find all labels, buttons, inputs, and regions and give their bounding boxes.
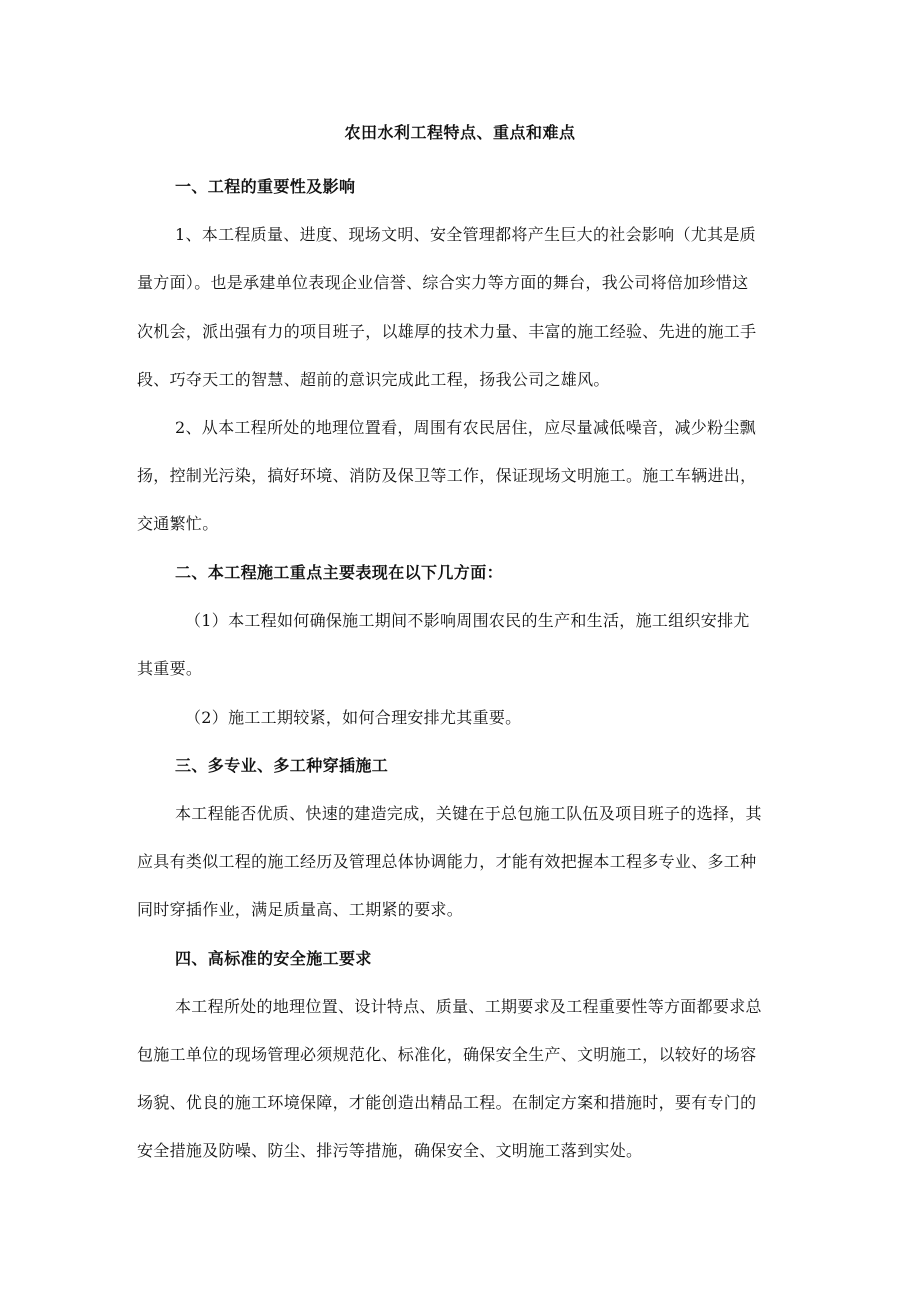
section-2-heading: 二、本工程施工重点主要表现在以下几方面： (175, 563, 504, 582)
section-3-paragraph-line-3: 同时穿插作业，满足质量高、工期紧的要求。 (137, 900, 464, 919)
document-title: 农田水利工程特点、重点和难点 (344, 123, 576, 142)
section-1-paragraph-2-line-2: 扬，控制光污染，搞好环境、消防及保卫等工作，保证现场文明施工。施工车辆进出， (137, 466, 757, 485)
section-1-paragraph-1-line-4: 段、巧夺天工的智慧、超前的意识完成此工程，扬我公司之雄风。 (137, 370, 610, 389)
section-2-item-1-line-2: 其重要。 (137, 659, 203, 678)
section-2-item-1-line-1: （1）本工程如何确保施工期间不影响周围农民的生产和生活，施工组织安排尤 (185, 611, 750, 630)
section-3-paragraph-line-1: 本工程能否优质、快速的建造完成，关键在于总包施工队伍及项目班子的选择，其 (175, 804, 762, 823)
section-4-paragraph-line-4: 安全措施及防噪、防尘、排污等措施，确保安全、文明施工落到实处。 (137, 1141, 643, 1160)
section-3-paragraph-line-2: 应具有类似工程的施工经历及管理总体协调能力，才能有效把握本工程多专业、多工种 (137, 852, 757, 871)
section-2-item-2: （2）施工工期较紧，如何合理安排尤其重要。 (185, 708, 522, 727)
section-1-paragraph-1-line-1: 1、本工程质量、进度、现场文明、安全管理都将产生巨大的社会影响（尤其是质 (175, 225, 756, 244)
section-1-paragraph-2-line-3: 交通繁忙。 (137, 514, 219, 533)
section-1-paragraph-1-line-2: 量方面）。也是承建单位表现企业信誉、综合实力等方面的舞台，我公司将倍加珍惜这 (137, 273, 749, 292)
section-3-heading: 三、多专业、多工种穿插施工 (175, 756, 389, 775)
section-4-paragraph-line-2: 包施工单位的现场管理必须规范化、标准化，确保安全生产、文明施工，以较好的场容 (137, 1045, 757, 1064)
section-1-paragraph-2-line-1: 2、从本工程所处的地理位置看，周围有农民居住，应尽量减低噪音，减少粉尘飘 (175, 418, 756, 437)
section-1-paragraph-1-line-3: 次机会，派出强有力的项目班子，以雄厚的技术力量、丰富的施工经验、先进的施工手 (137, 322, 757, 341)
section-1-heading: 一、工程的重要性及影响 (175, 177, 356, 196)
section-4-heading: 四、高标准的安全施工要求 (175, 949, 372, 968)
section-4-paragraph-line-3: 场貌、优良的施工环境保障，才能创造出精品工程。在制定方案和措施时，要有专门的 (137, 1093, 757, 1112)
section-4-paragraph-line-1: 本工程所处的地理位置、设计特点、质量、工期要求及工程重要性等方面都要求总 (175, 997, 762, 1016)
